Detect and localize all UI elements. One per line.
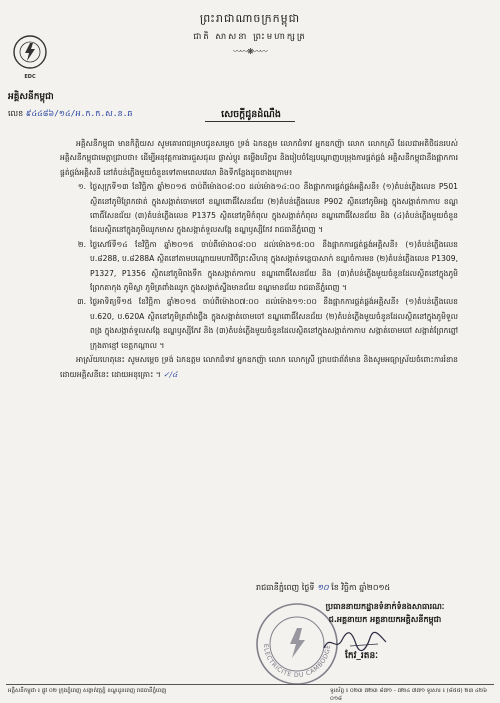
date-prefix: រាជធានីភ្នំពេញ ថ្ងៃទី: [256, 583, 317, 592]
closing-paragraph: [60, 353, 458, 382]
closing-handwritten-mark: ✓/៤: [163, 369, 178, 379]
list-item: [60, 238, 458, 296]
footer-divider: [6, 684, 494, 685]
date-line: [256, 582, 390, 594]
item-text: ថ្ងៃសៅរ៍ទី១៤ ខែវិច្ឆិកា ឆ្នាំ២០១៥ ចាប់ពីម៉ោង០៨:០០ ដល់ម៉ោង១៥:០០ នឹងផ្អាកការផ្គត់ផ្គង់អគ្គិសនី៖ (១)តំបន់ភ្លើងលេខ ប.៨288, ប.៨288A ស្ថិតនៅតាមបណ្តោយមហាវិថីព្រះសីហនុ ក្នុងសង្កាត់ទន្លេបាសាក់ ខណ្ឌចំការមន (២)តំបន់ភ្លើងលេខ P1309, P1327, P1356 ស្ថិតនៅភូមិពងទឹក ក្នុងសង្កាត់កាកាប ខណ្ឌពោធិ៍សែនជ័យ និង (៣)តំបន់ភ្លើងមួយចំនួនដែលស្ថិតនៅក្នុងភូមិព្រែកតាកុង ភូមិស្លា ភូមិត្រពាំងឈូក ក្នុងសង្កាត់ស្ទឹងមានជ័យ ខណ្ឌមានជ័យ រាជធានីភ្នំពេញ ។: [90, 239, 458, 293]
list-item: [60, 180, 458, 238]
organization-name: អគ្គិសនីកម្ពុជា: [8, 92, 54, 102]
svg-text:EDC: EDC: [24, 74, 36, 80]
signatory-title: [285, 600, 485, 626]
intro-paragraph: អគ្គិសនីកម្ពុជា មានកិត្តិយស សូមគោរពជម្រាបជូនសម្តេច ទ្រង់ ឯកឧត្តម លោកជំទាវ អ្នកឧកញ៉ា លោក លោកស្រី ដែលជាអតិថិជនរបស់អគ្គិសនីកម្ពុជាមេត្តាជ្រាបថា៖ ដើម្បីអនុវត្តការងារជួសជុល ផ្លាស់ប្តូរ តម្លើងបរិក្ខារ និងរៀបចំខ្សែបណ្តាញបម្រុងការផ្គត់ផ្គង់ អគ្គិសនីកម្ពុជានឹងផ្អាកការផ្គត់ផ្គង់អគ្គិសនី នៅតំបន់ភ្លើងមួយចំនួនទៅតាមពេលវេលា និងទីកន្លែងដូចខាងក្រោម៖: [60, 139, 458, 177]
list-item: [60, 295, 458, 353]
reference-label: លេខ: [8, 109, 26, 118]
item-text: ថ្ងៃអាទិត្យទី១៥ ខែវិច្ឆិកា ឆ្នាំ២០១៥ ចាប់ពីម៉ោង០៧:០០ ដល់ម៉ោង១១:០០ នឹងផ្អាកការផ្គត់ផ្គង់អគ្គិសនី៖ (១)តំបន់ភ្លើងលេខ ប.620, ប.620A ស្ថិតនៅភូមិត្រពាំងថ្លឹង ក្នុងសង្កាត់ចោមចៅ ខណ្ឌពោធិ៍សែនជ័យ (២)តំបន់ភ្លើងមួយចំនួនដែលស្ថិតនៅក្នុងភូមិទួលពង្រ ក្នុងសង្កាត់ទួលសង្កែ ខណ្ឌឫស្សីកែវ និង (៣)តំបន់ភ្លើងមួយចំនួនដែលស្ថិតនៅក្នុងសង្កាត់កាកាប សង្កាត់ចោមចៅ សង្កាត់ព្រែកព្នៅ ក្រុងតាខ្មៅ ខេត្តកណ្តាល ។: [90, 297, 458, 350]
date-day: ១០: [316, 583, 329, 592]
reference-number: ៩៤៤៨៦/១៤/អ.ក.ក.ស.ន.ឆ: [25, 109, 133, 118]
edc-logo-icon: [12, 34, 48, 90]
notice-body: [60, 137, 458, 382]
national-motto: ជាតិ សាសនា ព្រះមហាក្សត្រ: [193, 32, 307, 42]
footer-contact: ទូរស័ព្ទ ៖ ០២៣ ៧២៣ ៨៧១ - ៧២៤ ៧៧១ ទូរសារ ៖ (៨៥៥) ២៣ ៤២៦ ០១៨: [330, 688, 487, 702]
signatory-line-1: ប្រធាននាយកដ្ឋានទំនាក់ទំនងសាធារណៈ: [325, 602, 445, 611]
signatory-name: កែវ_រតនៈ: [345, 651, 378, 661]
document-title: សេចក្តីជូនដំណឹង: [221, 109, 281, 120]
reference-line: [8, 108, 133, 120]
title-underline: [205, 121, 295, 122]
kingdom-heading: ព្រះរាជាណាចក្រកម្ពុជា: [199, 12, 301, 25]
item-number: ១.: [77, 182, 86, 192]
stamp-text: ELECTRICITE DU CAMBODGE: [261, 643, 333, 680]
closing-text: អាស្រ័យហេតុនេះ សូមសម្តេច ទ្រង់ ឯកឧត្តម លោកជំទាវ អ្នកឧកញ៉ា លោក លោកស្រី ជ្រាបជាព័ត៌មាន និងសូមអធ្យាស្រ័យចំពោះការរំខានដោយអគ្គិសនីនេះ ដោយអនុគ្រោះ ។: [60, 355, 458, 379]
item-number: ៣.: [77, 297, 86, 307]
signatory-line-2: ជ.អគ្គនាយក អគ្គនាយកអគ្គិសនីកម្ពុជា: [328, 615, 442, 624]
date-suffix: ខែ វិច្ឆិកា ឆ្នាំ២០១៥: [328, 583, 391, 592]
ornament-divider: 〰〰❋〰〰: [233, 47, 267, 56]
item-number: ២.: [77, 239, 86, 249]
item-text: ថ្ងៃសុក្រទី១៣ ខែវិច្ឆិកា ឆ្នាំ២០១៥ ចាប់ពីម៉ោង០៨:០០ ដល់ម៉ោង១៤:០០ នឹងផ្អាកការផ្គត់ផ្គង់អគ្គិសនី៖ (១)តំបន់ភ្លើងលេខ P501 ស្ថិតនៅភូមិព្រែកផាត់ ក្នុងសង្កាត់ចោមចៅ ខណ្ឌពោធិ៍សែនជ័យ (២)តំបន់ភ្លើងលេខ P902 ស្ថិតនៅភូមិអង្គ ក្នុងសង្កាត់កាកាប ខណ្ឌពោធិ៍សែនជ័យ (៣)តំបន់ភ្លើងលេខ P1375 ស្ថិតនៅភូមិកំពុល ក្នុងសង្កាត់កំពុល ខណ្ឌពោធិ៍សែនជ័យ និង (៤)តំបន់ភ្លើងមួយចំនួនដែលស្ថិតនៅក្នុងភូមិឈូកមាស ក្នុងសង្កាត់ទួលសង្កែ ខណ្ឌឫស្សីកែវ រាជធានីភ្នំពេញ ។: [90, 182, 458, 235]
footer-address: អគ្គិសនីកម្ពុជា ៖ ផ្លូវ ០២ ក្រុងភ្នំពេញ សង្កាត់វត្តភ្នំ ខណ្ឌដូនពេញ រាជធានីភ្នំពេញ: [8, 688, 167, 694]
